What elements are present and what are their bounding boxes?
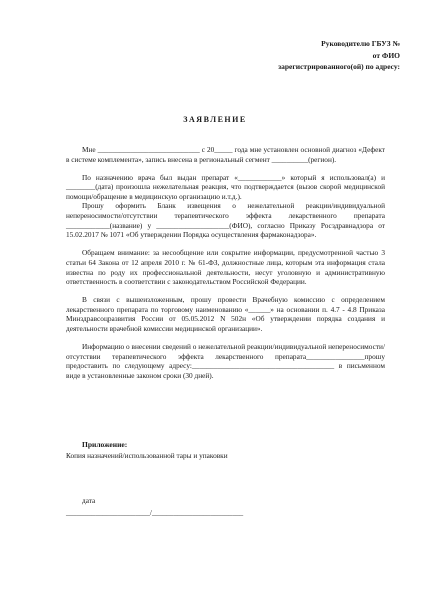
address-line: зарегистрированного(ой) по адресу:: [278, 62, 400, 71]
paragraph-request-form: Прошу оформить Бланк извещения о нежелательной реакции/индивидуальной непереносимости/отсутствии терапевтического эффекта лекарственного препарата ____________(название) у ____________________(ФИО), согласно Приказу Росздравнадзора от 15.02.2017 № 1071 «Об утверждении Порядка осуществления фармаконадзора».: [66, 201, 385, 240]
paragraph-notice: Обращаем внимание: за несообщение или сокрытие информации, предусмотренной частью 3 статьи 64 Закона от 12 апреля 2010 г. № 61-ФЗ, должностные лица, которым эта информация стала известна по роду их профессиональной деятельности, несут уголовную и административную ответственность в соответствии с законодательством Российской Федерации.: [66, 248, 385, 287]
paragraph-information: Информацию о внесении сведений о нежелательной реакции/индивидуальной непереносимости/отсутствии терапевтического эффекта лекарственного препарата________________прошу предоставить по следующему адресу:_______________________________________ в письменном виде в установленные законом сроки (30 дней).: [66, 342, 385, 380]
attachment-heading: Приложение:: [82, 440, 128, 449]
paragraph-drug-reaction: По назначению врача был выдан препарат «____________» который я использовал(а) и ________(дата) произошла нежелательная реакция, что подтверждается (вызов скорой медицинской помощи/обращение в медицинскую организацию и.т.д.).: [66, 172, 385, 201]
attachment-text: Копия назначений/использованной тары и упаковки: [66, 451, 228, 460]
document-title: ЗАЯВЛЕНИЕ: [183, 115, 247, 124]
paragraph-commission: В связи с вышеизложенным, прошу провести Врачебную комиссию с определением лекарственного препарата по торговому наименованию «______» на основании п. 4.7 - 4.8 Приказа Минздравсоцразвития России от 05.05.2012 N 502н «Об утверждении порядка создания и деятельности врачебной комиссии медицинской организации».: [66, 295, 385, 333]
sender-line: от ФИО: [372, 50, 400, 60]
date-label: дата: [82, 496, 96, 505]
addressee-line: Руководителю ГБУЗ №: [321, 39, 400, 48]
addressee-block: [278, 38, 400, 73]
signature-line: _______________________/_________________________: [66, 508, 244, 517]
paragraph-diagnosis: Мне ____________________________ с 20_____ года мне установлен основной диагноз «Дефект в системе комплемента», запись внесена в региональный сегмент __________(регион).: [66, 145, 385, 164]
statement-body: [66, 145, 385, 389]
